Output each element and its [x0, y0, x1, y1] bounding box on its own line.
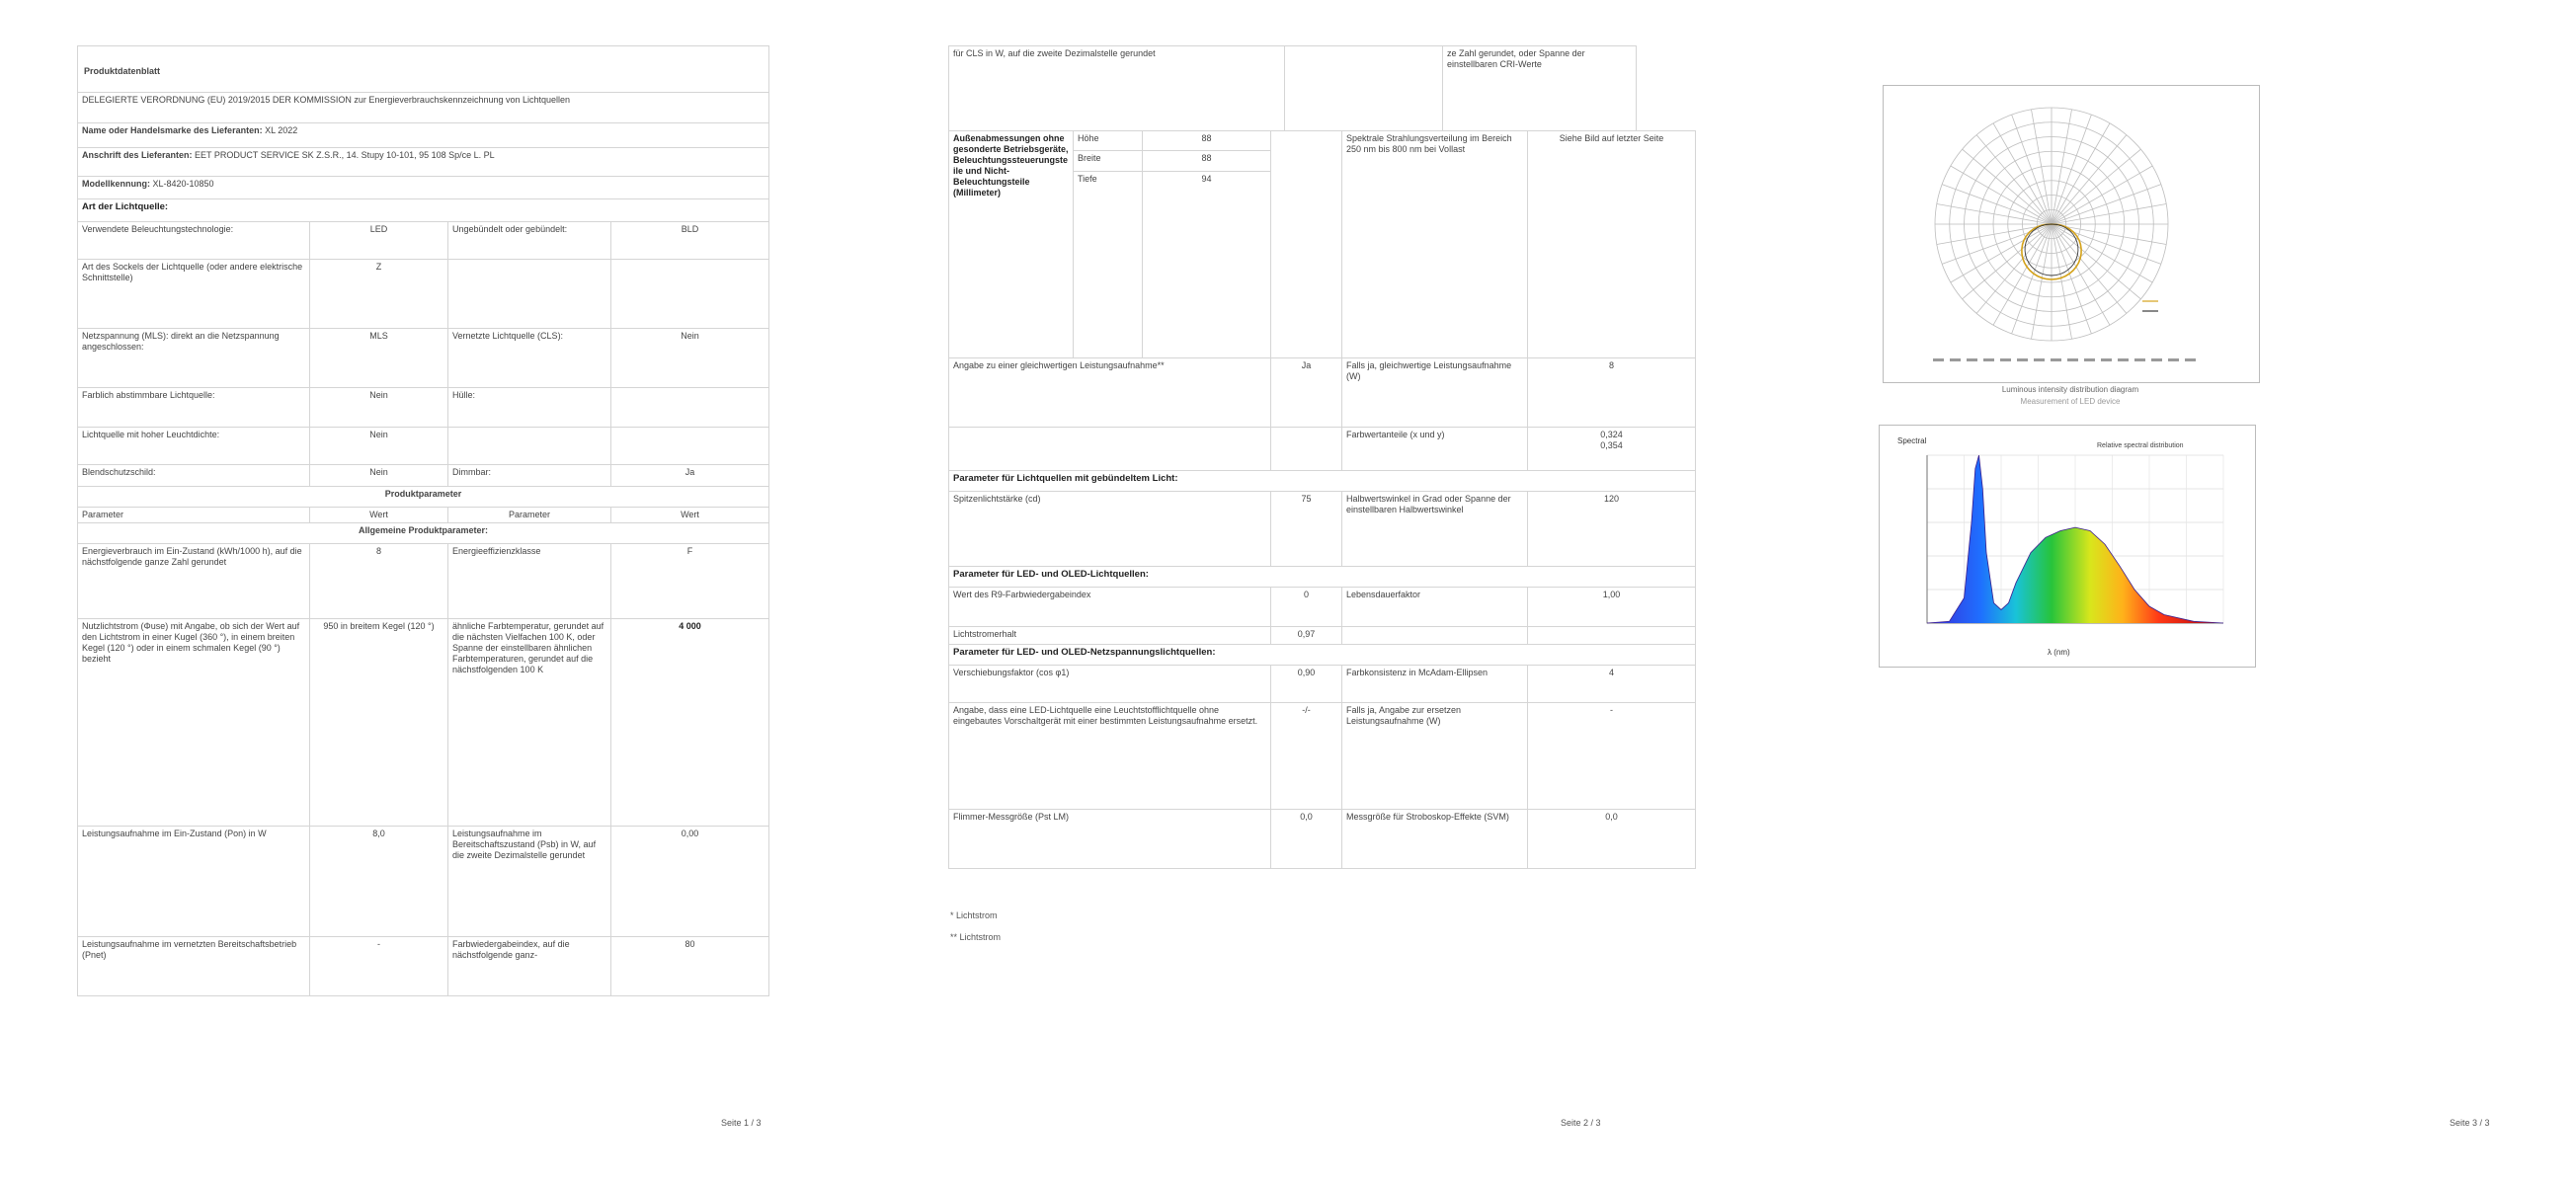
spectrum-ylabel: Spectral [1897, 436, 1927, 445]
param-label: ähnliche Farbtemperatur, gerundet auf die nächsten Vielfachen 100 K, oder Spanne der einstellbaren ähnlichen Farbtemperaturen, gerundet auf die nächstfolgenden 100 K [448, 619, 611, 827]
param-value [1285, 46, 1443, 131]
param-label: Energieeffizienzklasse [448, 544, 611, 619]
product-datasheet-table-1 [77, 45, 769, 996]
replacement-claim-label: Angabe, dass eine LED-Lichtquelle eine Leuchtstofflichtquelle ohne eingebautes Vorschaltgerät mit einer bestimmten Leistungsaufnahme ersetzt. [949, 703, 1271, 810]
table-row [949, 810, 1696, 869]
table-row [949, 627, 1696, 645]
replacement-watt-value: - [1528, 703, 1696, 810]
dimensions-table [948, 130, 1696, 869]
spectrum-figure [1879, 425, 2256, 668]
polar-caption: Luminous intensity distribution diagram [2001, 385, 2139, 394]
column-header: Wert [611, 508, 769, 523]
polar-footer-mark [2084, 358, 2095, 361]
table-row [949, 703, 1696, 810]
param-label: Hülle: [448, 388, 611, 428]
outer-dimensions-label: Außenabmessungen ohne gesonderte Betriebsgeräte, Beleuchtungssteuerungsteile und Nicht-Beleuchtungsteile (Millimeter) [949, 131, 1074, 358]
param-value: 8,0 [310, 827, 448, 937]
lumen-maintenance-value: 0,97 [1271, 627, 1342, 645]
chromaticity-label: Farbwertanteile (x und y) [1342, 428, 1528, 471]
spectral-distribution-label: Spektrale Strahlungsverteilung im Bereich 250 nm bis 800 nm bei Vollast [1342, 131, 1528, 358]
datasheet-page-3 [1719, 0, 2576, 1185]
param-label: Netzspannung (MLS): direkt an die Netzspannung angeschlossen: [78, 329, 310, 388]
empty-cell [949, 428, 1271, 471]
polar-footer-mark [2000, 358, 2011, 361]
polar-footer-mark [2134, 358, 2145, 361]
empty-cell [1342, 627, 1528, 645]
chromaticity-value [1528, 428, 1696, 471]
param-value: 4 000 [611, 619, 769, 827]
page-title: Produktdatenblatt [78, 46, 769, 93]
survival-factor-value: 1,00 [1528, 588, 1696, 627]
polar-footer-mark [2017, 358, 2028, 361]
param-value [611, 428, 769, 465]
footnote-1: * Lichtstrom [950, 910, 998, 920]
column-header: Parameter [448, 508, 611, 523]
param-value: Nein [310, 428, 448, 465]
param-value: MLS [310, 329, 448, 388]
column-header: Parameter [78, 508, 310, 523]
equivalent-watt-label: Falls ja, gleichwertige Leistungsaufnahme (W) [1342, 358, 1528, 428]
param-value: 950 in breitem Kegel (120 °) [310, 619, 448, 827]
table-row [78, 329, 769, 388]
displacement-factor-label: Verschiebungsfaktor (cos φ1) [949, 666, 1271, 703]
supplier-address-label: Anschrift des Lieferanten: [82, 150, 193, 160]
equivalent-power-value: Ja [1271, 358, 1342, 428]
param-label: Ungebündelt oder gebündelt: [448, 222, 611, 260]
param-value: Z [310, 260, 448, 329]
param-value [611, 388, 769, 428]
regulation-text: DELEGIERTE VERORDNUNG (EU) 2019/2015 DER KOMMISSION zur Energieverbrauchskennzeichnung von Lichtquellen [78, 93, 769, 123]
polar-footer-mark [2051, 358, 2061, 361]
param-label: für CLS in W, auf die zweite Dezimalstelle gerundet [949, 46, 1285, 131]
survival-factor-label: Lebensdauerfaktor [1342, 588, 1528, 627]
param-label: Leistungsaufnahme im Bereitschaftszustand (Psb) in W, auf die zweite Dezimalstelle gerundet [448, 827, 611, 937]
model-row [78, 177, 769, 199]
param-value: - [310, 937, 448, 996]
polar-footer-mark [2168, 358, 2179, 361]
peak-intensity-label: Spitzenlichtstärke (cd) [949, 492, 1271, 567]
page-number: Seite 2 / 3 [1561, 1118, 1601, 1128]
chromaticity-y: 0,354 [1600, 440, 1623, 450]
table-row [78, 827, 769, 937]
supplier-address-row [78, 148, 769, 177]
param-value: Nein [310, 465, 448, 487]
table-row [78, 222, 769, 260]
polar-subcaption: Measurement of LED device [2020, 397, 2121, 406]
colour-consistency-value: 4 [1528, 666, 1696, 703]
section-product-parameters: Produktparameter [78, 487, 769, 508]
stroboscopic-label: Messgröße für Stroboskop-Effekte (SVM) [1342, 810, 1528, 869]
polar-footer-mark [2067, 358, 2078, 361]
beam-angle-value: 120 [1528, 492, 1696, 567]
param-label: Verwendete Beleuchtungstechnologie: [78, 222, 310, 260]
table-row [949, 358, 1696, 428]
column-header-row [78, 508, 769, 523]
table-row [949, 492, 1696, 567]
param-label [448, 428, 611, 465]
param-label [448, 260, 611, 329]
displacement-factor-value: 0,90 [1271, 666, 1342, 703]
polar-footer-mark [2185, 358, 2196, 361]
param-label: Lichtquelle mit hoher Leuchtdichte: [78, 428, 310, 465]
table-row [78, 619, 769, 827]
param-value: 8 [310, 544, 448, 619]
param-label: ze Zahl gerundet, oder Spanne der einstellbaren CRI-Werte [1443, 46, 1637, 131]
spectrum-legend: Relative spectral distribution [2097, 442, 2184, 449]
spectrum-xlabel: λ (nm) [2048, 648, 2070, 657]
dimension-value: 88 [1143, 131, 1271, 151]
param-value [611, 260, 769, 329]
beam-angle-label: Halbwertswinkel in Grad oder Spanne der einstellbaren Halbwertswinkel [1342, 492, 1528, 567]
datasheet-page-2 [859, 0, 1719, 1185]
polar-diagram-figure [1883, 85, 2260, 383]
empty-cell [1528, 627, 1696, 645]
table-row [78, 544, 769, 619]
table-row [949, 588, 1696, 627]
table-row [78, 465, 769, 487]
replacement-watt-label: Falls ja, Angabe zur ersetzen Leistungsaufnahme (W) [1342, 703, 1528, 810]
polar-footer-mark [2101, 358, 2112, 361]
section-led: Parameter für LED- und OLED-Lichtquellen: [949, 567, 1696, 588]
param-label: Nutzlichtstrom (Φuse) mit Angabe, ob sich der Wert auf den Lichtstrom in einer Kugel (360 °), in einem breiten Kegel (120 °) oder in einem schmalen Kegel (90 °) bezieht [78, 619, 310, 827]
supplier-name-row [78, 123, 769, 148]
polar-footer-mark [2151, 358, 2162, 361]
param-value: 0,00 [611, 827, 769, 937]
peak-intensity-value: 75 [1271, 492, 1342, 567]
polar-footer-mark [1933, 358, 1944, 361]
dimension-label: Tiefe [1074, 171, 1143, 357]
footnote-2: ** Lichtstrom [950, 932, 1002, 942]
model-value: XL-8420-10850 [152, 179, 214, 189]
colour-consistency-label: Farbkonsistenz in McAdam-Ellipsen [1342, 666, 1528, 703]
supplier-name-value: XL 2022 [265, 125, 298, 135]
dimension-value: 94 [1143, 171, 1271, 357]
table-row [78, 428, 769, 465]
param-label: Blendschutzschild: [78, 465, 310, 487]
spectrum-chart [1880, 426, 2255, 667]
polar-footer-mark [2034, 358, 2045, 361]
table-row [949, 46, 1637, 131]
replacement-claim-value: -/- [1271, 703, 1342, 810]
equivalent-watt-value: 8 [1528, 358, 1696, 428]
param-label: Art des Sockels der Lichtquelle (oder andere elektrische Schnittstelle) [78, 260, 310, 329]
table-row [78, 937, 769, 996]
r9-value: 0 [1271, 588, 1342, 627]
param-label: Vernetzte Lichtquelle (CLS): [448, 329, 611, 388]
section-mains: Parameter für LED- und OLED-Netzspannungslichtquellen: [949, 645, 1696, 666]
section-general-parameters: Allgemeine Produktparameter: [78, 523, 769, 544]
polar-footer-mark [1950, 358, 1961, 361]
page-number: Seite 1 / 3 [721, 1118, 762, 1128]
model-label: Modellkennung: [82, 179, 150, 189]
dimension-value: 88 [1143, 151, 1271, 171]
dimension-label: Breite [1074, 151, 1143, 171]
param-value: LED [310, 222, 448, 260]
dimension-label: Höhe [1074, 131, 1143, 151]
lumen-maintenance-label: Lichtstromerhalt [949, 627, 1271, 645]
param-label: Leistungsaufnahme im Ein-Zustand (Pon) in W [78, 827, 310, 937]
param-label: Farbwiedergabeindex, auf die nächstfolgende ganz- [448, 937, 611, 996]
param-value: Ja [611, 465, 769, 487]
spacer-cell [1271, 131, 1342, 358]
param-value: Nein [611, 329, 769, 388]
param-label: Farblich abstimmbare Lichtquelle: [78, 388, 310, 428]
stroboscopic-value: 0,0 [1528, 810, 1696, 869]
param-value: F [611, 544, 769, 619]
param-value: 80 [611, 937, 769, 996]
section-light-source-type: Art der Lichtquelle: [78, 199, 769, 222]
supplier-name-label: Name oder Handelsmarke des Lieferanten: [82, 125, 263, 135]
column-header: Wert [310, 508, 448, 523]
table-row [78, 260, 769, 329]
supplier-address-value: EET PRODUCT SERVICE SK Z.S.R., 14. Stupy 10-101, 95 108 Sp/ce L. PL [195, 150, 495, 160]
polar-diagram [1884, 86, 2259, 382]
section-directional: Parameter für Lichtquellen mit gebündeltem Licht: [949, 471, 1696, 492]
empty-cell [1271, 428, 1342, 471]
table-row [949, 428, 1696, 471]
table-row [949, 666, 1696, 703]
table-row [78, 388, 769, 428]
param-label: Energieverbrauch im Ein-Zustand (kWh/1000 h), auf die nächstfolgende ganze Zahl gerundet [78, 544, 310, 619]
chromaticity-x: 0,324 [1600, 430, 1623, 439]
polar-footer-mark [2118, 358, 2129, 361]
flicker-value: 0,0 [1271, 810, 1342, 869]
table-row [949, 131, 1696, 151]
param-value: BLD [611, 222, 769, 260]
flicker-label: Flimmer-Messgröße (Pst LM) [949, 810, 1271, 869]
param-label: Leistungsaufnahme im vernetzten Bereitschaftsbetrieb (Pnet) [78, 937, 310, 996]
param-value: Nein [310, 388, 448, 428]
spectral-distribution-value: Siehe Bild auf letzter Seite [1528, 131, 1696, 358]
product-datasheet-table-2 [948, 45, 1637, 131]
datasheet-page-1 [0, 0, 859, 1185]
page-number: Seite 3 / 3 [2450, 1118, 2490, 1128]
equivalent-power-label: Angabe zu einer gleichwertigen Leistungsaufnahme** [949, 358, 1271, 428]
param-label: Dimmbar: [448, 465, 611, 487]
r9-label: Wert des R9-Farbwiedergabeindex [949, 588, 1271, 627]
polar-footer-mark [1983, 358, 1994, 361]
polar-footer-mark [1967, 358, 1977, 361]
